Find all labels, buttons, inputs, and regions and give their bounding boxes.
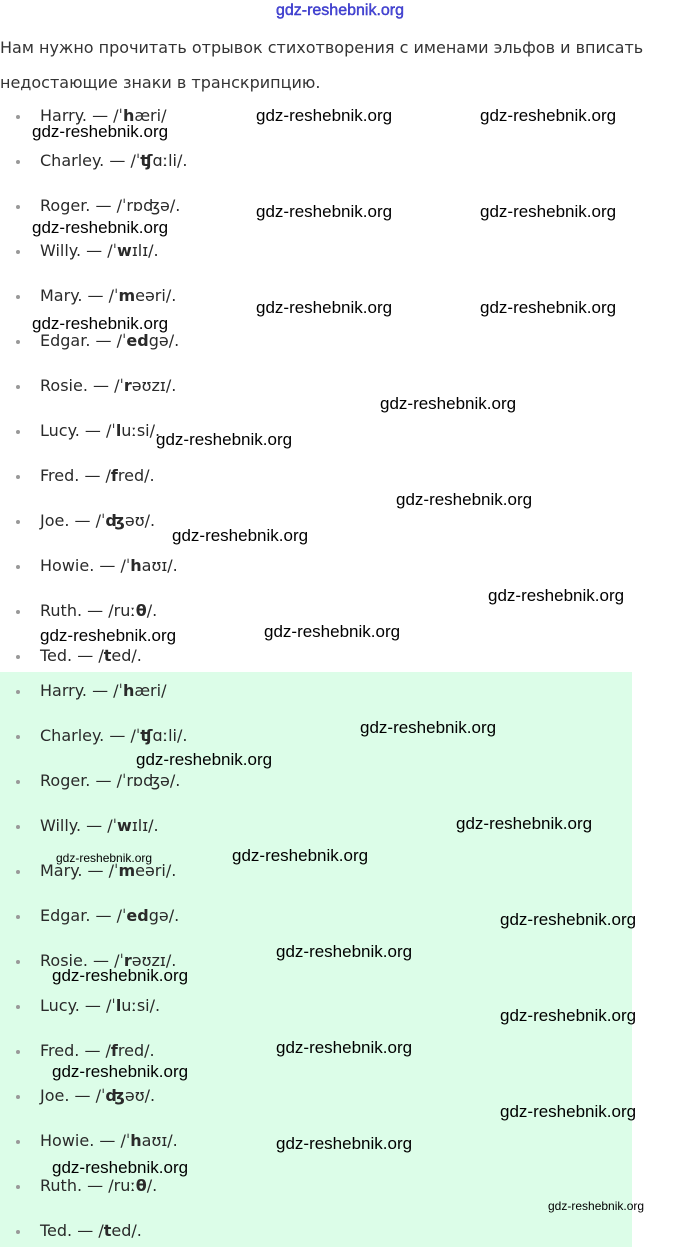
watermark-text: gdz-reshebnik.org [276,1038,413,1057]
transcription-start: — /ˈ [86,106,123,125]
transcription-start: — / [72,1221,104,1240]
bullet-icon [16,295,20,299]
inserted-sound: θ [135,601,147,620]
watermark-text: gdz-reshebnik.org [52,1158,189,1177]
transcription-end: əʊ/. [124,511,156,530]
inserted-sound: l [115,996,122,1015]
transcription-entry [40,466,155,486]
inserted-sound: h [130,1131,142,1150]
transcription-start: — /ˈ [94,556,131,575]
transcription-entry [40,1041,155,1061]
watermark-text: gdz-reshebnik.org [480,202,617,221]
transcription-end: ɑːli/. [152,151,188,170]
transcription-start: — /ˈ [69,1086,106,1105]
transcription-start: — / [79,466,111,485]
task-intro: Нам нужно прочитать отрывок стихотворения с именами эльфов и вписать недостающие знаки в транскрипцию. [0,38,644,92]
transcription-end: ɪlɪ/. [131,241,159,260]
bullet-icon [16,690,20,694]
elf-name: Willy. [40,816,82,835]
watermark-text: gdz-reshebnik.org [256,106,393,125]
inserted-sound: f [110,466,118,485]
inserted-sound: m [118,861,136,880]
transcription-start: — / [79,1041,111,1060]
inserted-sound: w [117,241,132,260]
elf-name: Roger. [40,771,91,790]
transcription-entry [40,286,176,306]
inserted-sound: h [122,681,135,700]
transcription-entry [40,511,155,531]
elf-name: Edgar. [40,331,91,350]
watermark-text: gdz-reshebnik.org [52,1062,189,1081]
transcription-entry [40,771,180,791]
bullet-icon [16,520,20,524]
watermark-text: gdz-reshebnik.org [32,314,169,333]
transcription-entry [40,816,159,836]
transcription-entry [40,331,179,351]
inserted-sound: ed [126,331,149,350]
transcription-end: aʊɪ/. [141,1131,178,1150]
bullet-icon [16,870,20,874]
watermark-text: gdz-reshebnik.org [264,622,401,641]
transcription-start: — /ˈ [86,681,123,700]
transcription-entry [40,1176,157,1196]
transcription-end: ed/. [111,1221,142,1240]
transcription-start: — /ˈ [94,1131,131,1150]
inserted-sound: r [123,376,132,395]
elf-name: Fred. [40,1041,80,1060]
site-header-link[interactable]: gdz-reshebnik.org [275,2,405,19]
transcription-start: — /ruː [82,1176,136,1195]
bullet-icon [16,610,20,614]
bullet-icon [16,915,20,919]
bullet-icon [16,655,20,659]
watermark-text: gdz-reshebnik.org [52,966,189,985]
transcription-end: red/. [117,1041,155,1060]
transcription-entry [40,556,178,576]
bullet-icon [16,430,20,434]
watermark-text: gdz-reshebnik.org [256,202,393,221]
bullet-icon [16,385,20,389]
transcription-end: əʊ/. [124,1086,156,1105]
transcription-start: — /ˈ [81,816,118,835]
transcription-start: — /ˈ [87,951,124,970]
transcription-end: eəri/. [135,861,177,880]
inserted-sound: ʧ [140,726,153,745]
elf-name: Ted. [40,1221,73,1240]
inserted-sound: h [122,106,135,125]
bullet-icon [16,1185,20,1189]
elf-name: Howie. [40,556,95,575]
transcription-end: /. [146,1176,158,1195]
elf-name: Ted. [40,646,73,665]
watermark-text: gdz-reshebnik.org [396,490,533,509]
transcription-end: gə/. [148,331,180,350]
inserted-sound: r [123,951,132,970]
inserted-sound: ʤ [105,1086,125,1105]
transcription-end: əʊzɪ/. [131,951,177,970]
transcription-start: — /ˈ [90,331,127,350]
transcription-start: — /ˈ [79,421,116,440]
elf-name: Mary. [40,286,83,305]
transcription-start: — /ˈ [82,861,119,880]
transcription-end: red/. [117,466,155,485]
transcription-end: gə/. [148,906,180,925]
transcription-start: — /ˈ [104,151,141,170]
transcription-end: æri/ [134,106,167,125]
elf-name: Harry. [40,106,87,125]
transcription-start: — /ˈ [69,511,106,530]
watermark-text: gdz-reshebnik.org [32,122,169,141]
transcription-entry [40,1131,178,1151]
elf-name: Harry. [40,681,87,700]
elf-name: Ruth. [40,1176,83,1195]
transcription-entry [40,196,180,216]
elf-name: Roger. [40,196,91,215]
bullet-icon [16,250,20,254]
bullet-icon [16,1140,20,1144]
bullet-icon [16,340,20,344]
transcription-start: — /ˈrɒʤə/. [90,771,181,790]
transcription-end: ɑːli/. [152,726,188,745]
transcription-end: əʊzɪ/. [131,376,177,395]
watermark-text: gdz-reshebnik.org [136,750,273,769]
transcription-entry [40,151,187,171]
watermark-text: gdz-reshebnik.org [172,526,309,545]
inserted-sound: t [103,1221,112,1240]
bullet-icon [16,205,20,209]
elf-name: Joe. [40,1086,70,1105]
transcription-end: /. [146,601,158,620]
transcription-end: æri/ [134,681,167,700]
inserted-sound: ʧ [140,151,153,170]
transcription-start: — /ruː [82,601,136,620]
elf-name: Joe. [40,511,70,530]
transcription-end: eəri/. [135,286,177,305]
transcription-start: — / [72,646,104,665]
watermark-text: gdz-reshebnik.org [480,298,617,317]
transcription-end: uːsi/. [121,996,161,1015]
transcription-entry [40,681,166,701]
transcription-end: uːsi/. [121,421,161,440]
bullet-icon [16,735,20,739]
watermark-text: gdz-reshebnik.org [500,1102,637,1121]
inserted-sound: m [118,286,136,305]
elf-name: Ruth. [40,601,83,620]
inserted-sound: l [115,421,122,440]
bullet-icon [16,1230,20,1234]
watermark-text: gdz-reshebnik.org [276,1134,413,1153]
watermark-text: gdz-reshebnik.org [380,394,517,413]
elf-name: Lucy. [40,996,80,1015]
elf-name: Willy. [40,241,82,260]
transcription-end: aʊɪ/. [141,556,178,575]
transcription-entry [40,1221,142,1241]
watermark-text: gdz-reshebnik.org [256,298,393,317]
watermark-text: gdz-reshebnik.org [456,814,593,833]
transcription-entry [40,996,160,1016]
bullet-icon [16,565,20,569]
elf-name: Lucy. [40,421,80,440]
watermark-text: gdz-reshebnik.org [56,851,153,865]
inserted-sound: θ [135,1176,147,1195]
elf-name: Mary. [40,861,83,880]
transcription-start: — /ˈ [104,726,141,745]
bullet-icon [16,475,20,479]
transcription-start: — /ˈ [81,241,118,260]
watermark-text: gdz-reshebnik.org [488,586,625,605]
elf-name: Edgar. [40,906,91,925]
transcription-start: — /ˈ [87,376,124,395]
transcription-start: — /ˈ [90,906,127,925]
inserted-sound: h [130,556,142,575]
transcription-entry [40,376,176,396]
inserted-sound: ed [126,906,149,925]
transcription-start: — /ˈ [79,996,116,1015]
bullet-icon [16,115,20,119]
transcription-start: — /ˈrɒʤə/. [90,196,181,215]
transcription-entry [40,1086,155,1106]
watermark-text: gdz-reshebnik.org [500,910,637,929]
watermark-text: gdz-reshebnik.org [360,718,497,737]
watermark-text: gdz-reshebnik.org [548,1199,645,1213]
bullet-icon [16,1095,20,1099]
transcription-end: ɪlɪ/. [131,816,159,835]
elf-name: Rosie. [40,951,88,970]
bullet-icon [16,1050,20,1054]
transcription-entry [40,601,157,621]
watermark-text: gdz-reshebnik.org [480,106,617,125]
elf-name: Fred. [40,466,80,485]
transcription-end: ed/. [111,646,142,665]
watermark-text: gdz-reshebnik.org [232,846,369,865]
watermark-text: gdz-reshebnik.org [156,430,293,449]
bullet-icon [16,780,20,784]
watermark-text: gdz-reshebnik.org [276,942,413,961]
watermark-text: gdz-reshebnik.org [32,218,169,237]
elf-name: Howie. [40,1131,95,1150]
transcription-start: — /ˈ [82,286,119,305]
inserted-sound: t [103,646,112,665]
inserted-sound: w [117,816,132,835]
transcription-entry [40,906,179,926]
elf-name: Charley. [40,726,105,745]
bullet-icon [16,825,20,829]
bullet-icon [16,960,20,964]
bullet-icon [16,1005,20,1009]
inserted-sound: ʤ [105,511,125,530]
inserted-sound: f [110,1041,118,1060]
transcription-entry [40,726,187,746]
transcription-entry [40,241,159,261]
transcription-entry [40,421,160,441]
elf-name: Charley. [40,151,105,170]
watermark-text: gdz-reshebnik.org [500,1006,637,1025]
bullet-icon [16,160,20,164]
watermark-text: gdz-reshebnik.org [40,626,177,645]
transcription-entry [40,646,142,666]
elf-name: Rosie. [40,376,88,395]
